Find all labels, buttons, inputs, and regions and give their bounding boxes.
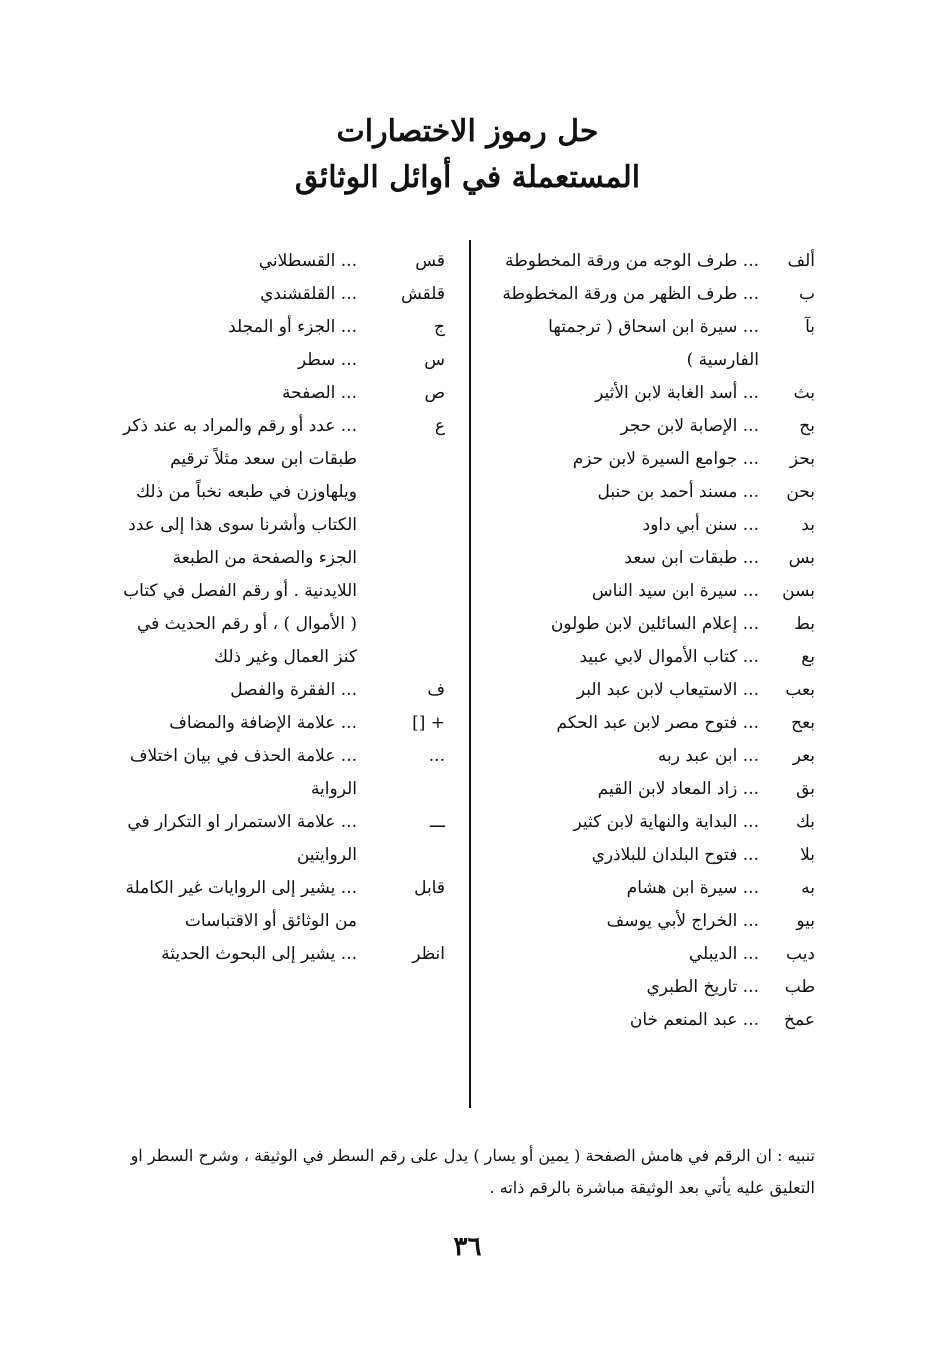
abbreviation-meaning: ... أسد الغابة لابن الأثير: [595, 383, 759, 403]
abbreviation-entry: [495, 278, 815, 311]
abbreviation-code: بح: [799, 416, 815, 436]
abbreviation-meaning: ... طبقات ابن سعد: [624, 548, 759, 568]
abbreviation-entry: [495, 476, 815, 509]
abbreviation-entry: [115, 740, 445, 806]
abbreviation-entry: [115, 806, 445, 872]
abbreviation-entry: [495, 509, 815, 542]
abbreviation-code: س: [424, 350, 445, 370]
abbreviation-meaning: ... عدد أو رقم والمراد به عند ذكر طبقات ابن سعد مثلاً ترقيم ويلهاوزن في طبعه نخباً من ذلك الكتاب وأشرنا سوى هذا إلى عدد الجزء والصفحة من الطبعة اللايدنية . أو رقم الفصل في كتاب ( الأموال ) ، أو رقم الحديث في كنز العمال وغير ذلك: [123, 416, 357, 667]
abbreviation-code: ألف: [787, 251, 815, 271]
abbreviation-meaning: ... البداية والنهاية لابن كثير: [573, 812, 759, 832]
abbreviation-meaning: ... الفقرة والفصل: [230, 680, 357, 700]
abbreviation-meaning: ... علامة الحذف في بيان اختلاف الرواية: [129, 746, 357, 799]
abbreviation-entry: [495, 575, 815, 608]
abbreviation-entry: [495, 872, 815, 905]
abbreviation-meaning: ... مسند أحمد بن حنبل: [597, 482, 759, 502]
abbreviation-meaning: ... زاد المعاد لابن القيم: [597, 779, 759, 799]
abbreviation-code: بع: [801, 647, 815, 667]
abbreviation-meaning: ... علامة الإضافة والمضاف: [169, 713, 357, 733]
page-subtitle: المستعملة في أوائل الوثائق: [294, 160, 641, 195]
abbreviation-code: بك: [795, 812, 815, 832]
abbreviation-entry: [115, 245, 445, 278]
abbreviation-code: ـــ: [430, 812, 445, 832]
abbreviation-entry: [115, 872, 445, 938]
abbreviation-code: ص: [424, 383, 445, 403]
abbreviation-code: قلقش: [400, 284, 445, 304]
abbreviation-entry: [495, 608, 815, 641]
abbreviation-meaning: ... علامة الاستمرار او التكرار في الروايتين: [127, 812, 357, 865]
page-number: ٣٦: [453, 1232, 482, 1262]
abbreviation-code: بلا: [800, 845, 815, 865]
abbreviation-code: بعح: [791, 713, 815, 733]
abbreviation-code: به: [801, 878, 815, 898]
abbreviation-meaning: ... عبد المنعم خان: [629, 1010, 759, 1030]
abbreviation-entry: [115, 707, 445, 740]
abbreviation-entry: [495, 245, 815, 278]
abbreviation-meaning: ... سيرة ابن هشام: [626, 878, 759, 898]
abbreviation-meaning: ... كتاب الأموال لابي عبيد: [579, 647, 759, 667]
abbreviation-entry: [115, 938, 445, 971]
page-title: حل رموز الاختصارات: [336, 114, 599, 149]
abbreviation-entry: [495, 905, 815, 938]
abbreviation-code: بآ: [805, 317, 815, 337]
abbreviation-meaning: ... ابن عبد ربه: [657, 746, 759, 766]
abbreviation-meaning: ... الجزء أو المجلد: [228, 317, 357, 337]
abbreviation-code: بق: [796, 779, 815, 799]
abbreviation-entry: [495, 839, 815, 872]
abbreviation-code: قس: [415, 251, 445, 271]
abbreviation-entry: [495, 377, 815, 410]
abbreviation-meaning: ... طرف الوجه من ورقة المخطوطة: [505, 251, 759, 271]
abbreviation-code: بط: [794, 614, 815, 634]
abbreviation-meaning: ... تاريخ الطبري: [646, 977, 759, 997]
abbreviation-code: بحن: [786, 482, 815, 502]
abbreviation-meaning: ... القلقشندي: [260, 284, 357, 304]
abbreviation-meaning: ... الصفحة: [282, 383, 357, 403]
abbreviation-meaning: ... سيرة ابن اسحاق ( ترجمتها الفارسية ): [548, 317, 759, 370]
column-divider: [469, 240, 471, 1108]
abbreviation-entry: [495, 1004, 815, 1037]
abbreviation-code: ...: [428, 746, 445, 766]
abbreviation-meaning: ... يشير إلى البحوث الحديثة: [161, 944, 357, 964]
abbreviation-meaning: ... سطر: [297, 350, 357, 370]
abbreviation-code: بيو: [796, 911, 815, 931]
footnote: تنبيه : ان الرقم في هامش الصفحة ( يمين أو يسار ) يدل على رقم السطر في الوثيقة ، وشرح السطر او التعليق عليه يأتي بعد الوثيقة مباشرة بالرقم ذاته .: [130, 1146, 815, 1197]
abbreviation-code: + []: [412, 713, 445, 733]
abbreviation-entry: [115, 377, 445, 410]
abbreviation-meaning: ... الاستيعاب لابن عبد البر: [576, 680, 759, 700]
abbreviation-meaning: ... سيرة ابن سيد الناس: [591, 581, 759, 601]
abbreviation-code: طب: [784, 977, 815, 997]
abbreviation-entry: [495, 542, 815, 575]
abbreviation-meaning: ... جوامع السيرة لابن حزم: [572, 449, 759, 469]
abbreviation-code: عمخ: [784, 1010, 815, 1030]
abbreviation-meaning: ... إعلام السائلين لابن طولون: [550, 614, 759, 634]
abbreviation-entry: [115, 344, 445, 377]
abbreviation-entry: [115, 278, 445, 311]
abbreviation-meaning: ... يشير إلى الروايات غير الكاملة من الوثائق أو الاقتباسات: [125, 878, 357, 931]
abbreviation-code: بث: [793, 383, 815, 403]
abbreviation-entry: [495, 707, 815, 740]
abbreviation-meaning: ... طرف الظهر من ورقة المخطوطة: [502, 284, 759, 304]
abbreviation-entry: [115, 674, 445, 707]
abbreviation-entry: [495, 773, 815, 806]
abbreviation-meaning: ... الإصابة لابن حجر: [620, 416, 759, 436]
abbreviation-code: بس: [788, 548, 815, 568]
abbreviation-code: بسن: [782, 581, 815, 601]
abbreviation-meaning: ... الديبلي: [688, 944, 759, 964]
abbreviation-code: بحز: [789, 449, 815, 469]
abbreviation-code: ب: [798, 284, 815, 304]
abbreviation-entry: [115, 410, 445, 674]
abbreviation-code: بد: [801, 515, 815, 535]
abbreviation-entry: [495, 740, 815, 773]
abbreviation-entry: [495, 641, 815, 674]
abbreviation-code: انظر: [412, 944, 445, 964]
abbreviation-meaning: ... فتوح البلدان للبلاذري: [591, 845, 759, 865]
abbreviation-meaning: ... سنن أبي داود: [642, 515, 759, 535]
abbreviation-code: قابل: [414, 878, 445, 898]
abbreviation-entry: [495, 410, 815, 443]
abbreviation-code: ج: [434, 317, 445, 337]
abbreviation-entry: [495, 311, 815, 377]
abbreviation-meaning: ... فتوح مصر لابن عبد الحكم: [556, 713, 759, 733]
abbreviation-entry: [495, 443, 815, 476]
abbreviation-entry: [115, 311, 445, 344]
abbreviation-entry: [495, 971, 815, 1004]
abbreviation-code: بعر: [792, 746, 815, 766]
abbreviation-entry: [495, 674, 815, 707]
abbreviation-meaning: ... القسطلاني: [258, 251, 357, 271]
abbreviation-entry: [495, 938, 815, 971]
abbreviation-code: ع: [434, 416, 445, 436]
abbreviation-code: ديب: [786, 944, 815, 964]
right-abbreviation-column: [495, 245, 815, 1037]
abbreviation-entry: [495, 806, 815, 839]
abbreviation-code: بعب: [785, 680, 815, 700]
abbreviation-code: ف: [427, 680, 445, 700]
left-abbreviation-column: [115, 245, 445, 971]
abbreviation-meaning: ... الخراج لأبي يوسف: [606, 911, 759, 931]
